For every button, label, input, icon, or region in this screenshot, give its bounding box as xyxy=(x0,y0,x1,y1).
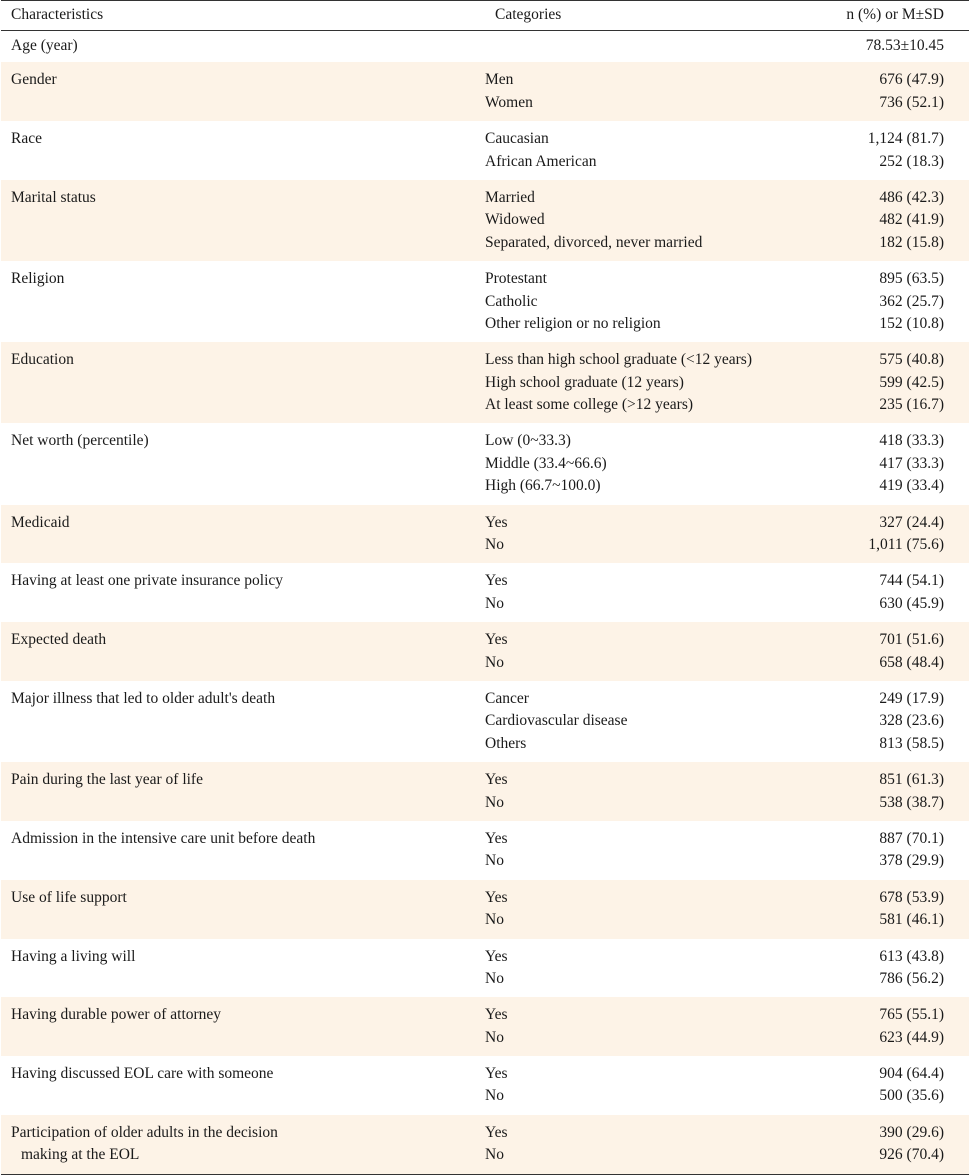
value-label: 613 (43.8) xyxy=(879,947,944,965)
characteristic-label: Admission in the intensive care unit before death xyxy=(11,829,316,847)
category-cell xyxy=(485,821,825,880)
value-label: 538 (38.7) xyxy=(879,793,944,811)
characteristic-label: Use of life support xyxy=(11,888,127,906)
category-label: Widowed xyxy=(485,211,545,229)
characteristic-label: Race xyxy=(11,130,42,148)
characteristic-cell xyxy=(1,681,485,762)
table-row xyxy=(1,762,969,821)
table-row xyxy=(1,997,969,1056)
value-label: 630 (45.9) xyxy=(879,594,944,612)
characteristic-cell xyxy=(1,423,485,504)
characteristic-cell xyxy=(1,1056,485,1115)
value-label: 486 (42.3) xyxy=(879,188,944,206)
value-label: 813 (58.5) xyxy=(879,734,944,752)
category-label: Yes xyxy=(485,631,508,649)
value-label: 500 (35.6) xyxy=(879,1087,944,1105)
category-label: African American xyxy=(485,152,597,170)
category-label: Cancer xyxy=(485,689,529,707)
value-cell xyxy=(825,762,969,821)
category-label: No xyxy=(485,1146,504,1164)
category-label: Caucasian xyxy=(485,130,549,148)
table-row xyxy=(1,563,969,622)
category-label: Yes xyxy=(485,513,508,531)
category-label: Protestant xyxy=(485,270,547,288)
characteristic-label: Having at least one private insurance policy xyxy=(11,572,284,590)
characteristic-label: Age (year) xyxy=(11,37,78,54)
category-label: At least some college (>12 years) xyxy=(485,396,694,414)
category-label: Middle (33.4~66.6) xyxy=(485,454,607,472)
characteristic-label: Major illness that led to older adult's death xyxy=(11,689,276,707)
value-label: 362 (25.7) xyxy=(879,292,944,310)
value-label: 235 (16.7) xyxy=(879,396,944,414)
value-cell xyxy=(825,997,969,1056)
category-label: Catholic xyxy=(485,292,538,310)
category-label: Yes xyxy=(485,1006,508,1024)
category-label: Men xyxy=(485,71,514,89)
value-label: 249 (17.9) xyxy=(879,689,944,707)
value-label: 418 (33.3) xyxy=(879,432,944,450)
value-cell xyxy=(825,622,969,681)
category-label: Other religion or no religion xyxy=(485,314,661,332)
characteristic-cell xyxy=(1,563,485,622)
category-cell xyxy=(485,1056,825,1115)
characteristic-cell xyxy=(1,997,485,1056)
value-label: 252 (18.3) xyxy=(879,152,944,170)
characteristic-label: Having a living will xyxy=(11,947,136,965)
value-label: 327 (24.4) xyxy=(879,513,944,531)
value-label: 744 (54.1) xyxy=(879,572,944,590)
characteristic-label: Pain during the last year of life xyxy=(11,771,203,789)
category-cell xyxy=(485,1115,825,1174)
characteristic-cell xyxy=(1,821,485,880)
category-label: Low (0~33.3) xyxy=(485,432,571,450)
value-cell xyxy=(825,342,969,423)
category-label: Less than high school graduate (<12 years) xyxy=(485,351,752,369)
value-label: 78.53±10.45 xyxy=(865,37,944,54)
value-label: 575 (40.8) xyxy=(879,351,944,369)
characteristics-table xyxy=(1,0,969,1175)
characteristic-label: Participation of older adults in the decision xyxy=(11,1123,278,1141)
table-row xyxy=(1,939,969,998)
category-cell xyxy=(485,762,825,821)
value-label: 736 (52.1) xyxy=(879,93,944,111)
category-label: No xyxy=(485,793,504,811)
value-cell xyxy=(825,261,969,342)
value-cell xyxy=(825,423,969,504)
value-label: 378 (29.9) xyxy=(879,852,944,870)
value-label: 1,124 (81.7) xyxy=(867,130,944,148)
characteristic-label: Religion xyxy=(11,270,65,288)
value-cell xyxy=(825,821,969,880)
value-cell xyxy=(825,1056,969,1115)
characteristic-label: Marital status xyxy=(11,188,96,206)
characteristic-label: Education xyxy=(11,351,74,369)
category-label: No xyxy=(485,536,504,554)
category-cell xyxy=(485,622,825,681)
characteristic-cell xyxy=(1,342,485,423)
value-cell xyxy=(825,880,969,939)
value-label: 152 (10.8) xyxy=(879,314,944,332)
value-cell xyxy=(825,121,969,180)
category-label: Separated, divorced, never married xyxy=(485,233,703,251)
characteristic-label: Net worth (percentile) xyxy=(11,432,149,450)
characteristic-cell xyxy=(1,31,485,63)
value-cell xyxy=(825,1115,969,1174)
value-cell xyxy=(825,505,969,564)
category-cell xyxy=(485,423,825,504)
characteristic-label: Having discussed EOL care with someone xyxy=(11,1065,274,1083)
value-cell xyxy=(825,681,969,762)
table-header-row xyxy=(1,1,969,31)
category-cell xyxy=(485,563,825,622)
table-row xyxy=(1,505,969,564)
table-body xyxy=(1,31,969,1175)
table-row xyxy=(1,342,969,423)
category-cell xyxy=(485,62,825,121)
category-cell xyxy=(485,31,825,63)
category-label: No xyxy=(485,911,504,929)
value-cell xyxy=(825,31,969,63)
value-cell xyxy=(825,62,969,121)
category-cell xyxy=(485,939,825,998)
table-row xyxy=(1,180,969,261)
value-label: 623 (44.9) xyxy=(879,1028,944,1046)
value-cell xyxy=(825,939,969,998)
table-row xyxy=(1,423,969,504)
characteristic-label-continued: making at the EOL xyxy=(21,1146,140,1164)
table-row xyxy=(1,681,969,762)
value-label: 678 (53.9) xyxy=(879,888,944,906)
value-label: 895 (63.5) xyxy=(879,270,944,288)
category-cell xyxy=(485,681,825,762)
characteristic-cell xyxy=(1,505,485,564)
value-label: 581 (46.1) xyxy=(879,911,944,929)
value-label: 328 (23.6) xyxy=(879,712,944,730)
table-row xyxy=(1,121,969,180)
characteristic-cell xyxy=(1,1115,485,1174)
value-label: 390 (29.6) xyxy=(879,1123,944,1141)
characteristic-label: Expected death xyxy=(11,631,107,649)
category-label: Married xyxy=(485,188,535,206)
value-cell xyxy=(825,180,969,261)
characteristic-cell xyxy=(1,180,485,261)
category-label: No xyxy=(485,969,504,987)
value-label: 482 (41.9) xyxy=(879,211,944,229)
value-label: 676 (47.9) xyxy=(879,71,944,89)
characteristic-cell xyxy=(1,622,485,681)
category-label: Yes xyxy=(485,829,508,847)
characteristic-cell xyxy=(1,762,485,821)
category-label: Others xyxy=(485,734,527,752)
category-cell xyxy=(485,121,825,180)
value-label: 419 (33.4) xyxy=(879,477,944,495)
category-label: No xyxy=(485,1087,504,1105)
header-categories: Categories xyxy=(495,6,562,24)
value-label: 786 (56.2) xyxy=(879,969,944,987)
category-label: No xyxy=(485,594,504,612)
table-row xyxy=(1,1115,969,1174)
category-label: No xyxy=(485,1028,504,1046)
value-label: 926 (70.4) xyxy=(879,1146,944,1164)
value-label: 765 (55.1) xyxy=(879,1006,944,1024)
category-label: Yes xyxy=(485,572,508,590)
category-label: Yes xyxy=(485,947,508,965)
category-cell xyxy=(485,342,825,423)
category-cell xyxy=(485,880,825,939)
header-characteristics: Characteristics xyxy=(11,6,104,24)
table-row xyxy=(1,62,969,121)
characteristic-cell xyxy=(1,121,485,180)
table-row xyxy=(1,1056,969,1115)
category-label xyxy=(485,35,825,57)
category-label: Cardiovascular disease xyxy=(485,712,628,730)
category-cell xyxy=(485,261,825,342)
characteristic-cell xyxy=(1,880,485,939)
category-label: High school graduate (12 years) xyxy=(485,373,684,391)
header-value: n (%) or M±SD xyxy=(846,6,944,24)
characteristic-label: Medicaid xyxy=(11,513,70,531)
characteristic-cell xyxy=(1,939,485,998)
value-label: 904 (64.4) xyxy=(879,1065,944,1083)
category-label: Yes xyxy=(485,771,508,789)
category-label: High (66.7~100.0) xyxy=(485,477,601,495)
category-label: No xyxy=(485,852,504,870)
category-cell xyxy=(485,505,825,564)
category-label: Women xyxy=(485,93,533,111)
value-label: 701 (51.6) xyxy=(879,631,944,649)
category-label: No xyxy=(485,653,504,671)
value-label: 417 (33.3) xyxy=(879,454,944,472)
table-row xyxy=(1,821,969,880)
table-row xyxy=(1,880,969,939)
value-label: 851 (61.3) xyxy=(879,771,944,789)
value-label: 182 (15.8) xyxy=(879,233,944,251)
table-row xyxy=(1,31,969,63)
category-cell xyxy=(485,180,825,261)
characteristic-label: Having durable power of attorney xyxy=(11,1006,222,1024)
table-row xyxy=(1,261,969,342)
characteristic-cell xyxy=(1,261,485,342)
characteristic-cell xyxy=(1,62,485,121)
value-label: 1,011 (75.6) xyxy=(868,536,944,554)
characteristic-label: Gender xyxy=(11,71,57,89)
value-label: 658 (48.4) xyxy=(879,653,944,671)
category-label: Yes xyxy=(485,888,508,906)
table-row xyxy=(1,622,969,681)
category-cell xyxy=(485,997,825,1056)
value-label: 887 (70.1) xyxy=(879,829,944,847)
value-label: 599 (42.5) xyxy=(879,373,944,391)
category-label: Yes xyxy=(485,1065,508,1083)
category-label: Yes xyxy=(485,1123,508,1141)
value-cell xyxy=(825,563,969,622)
